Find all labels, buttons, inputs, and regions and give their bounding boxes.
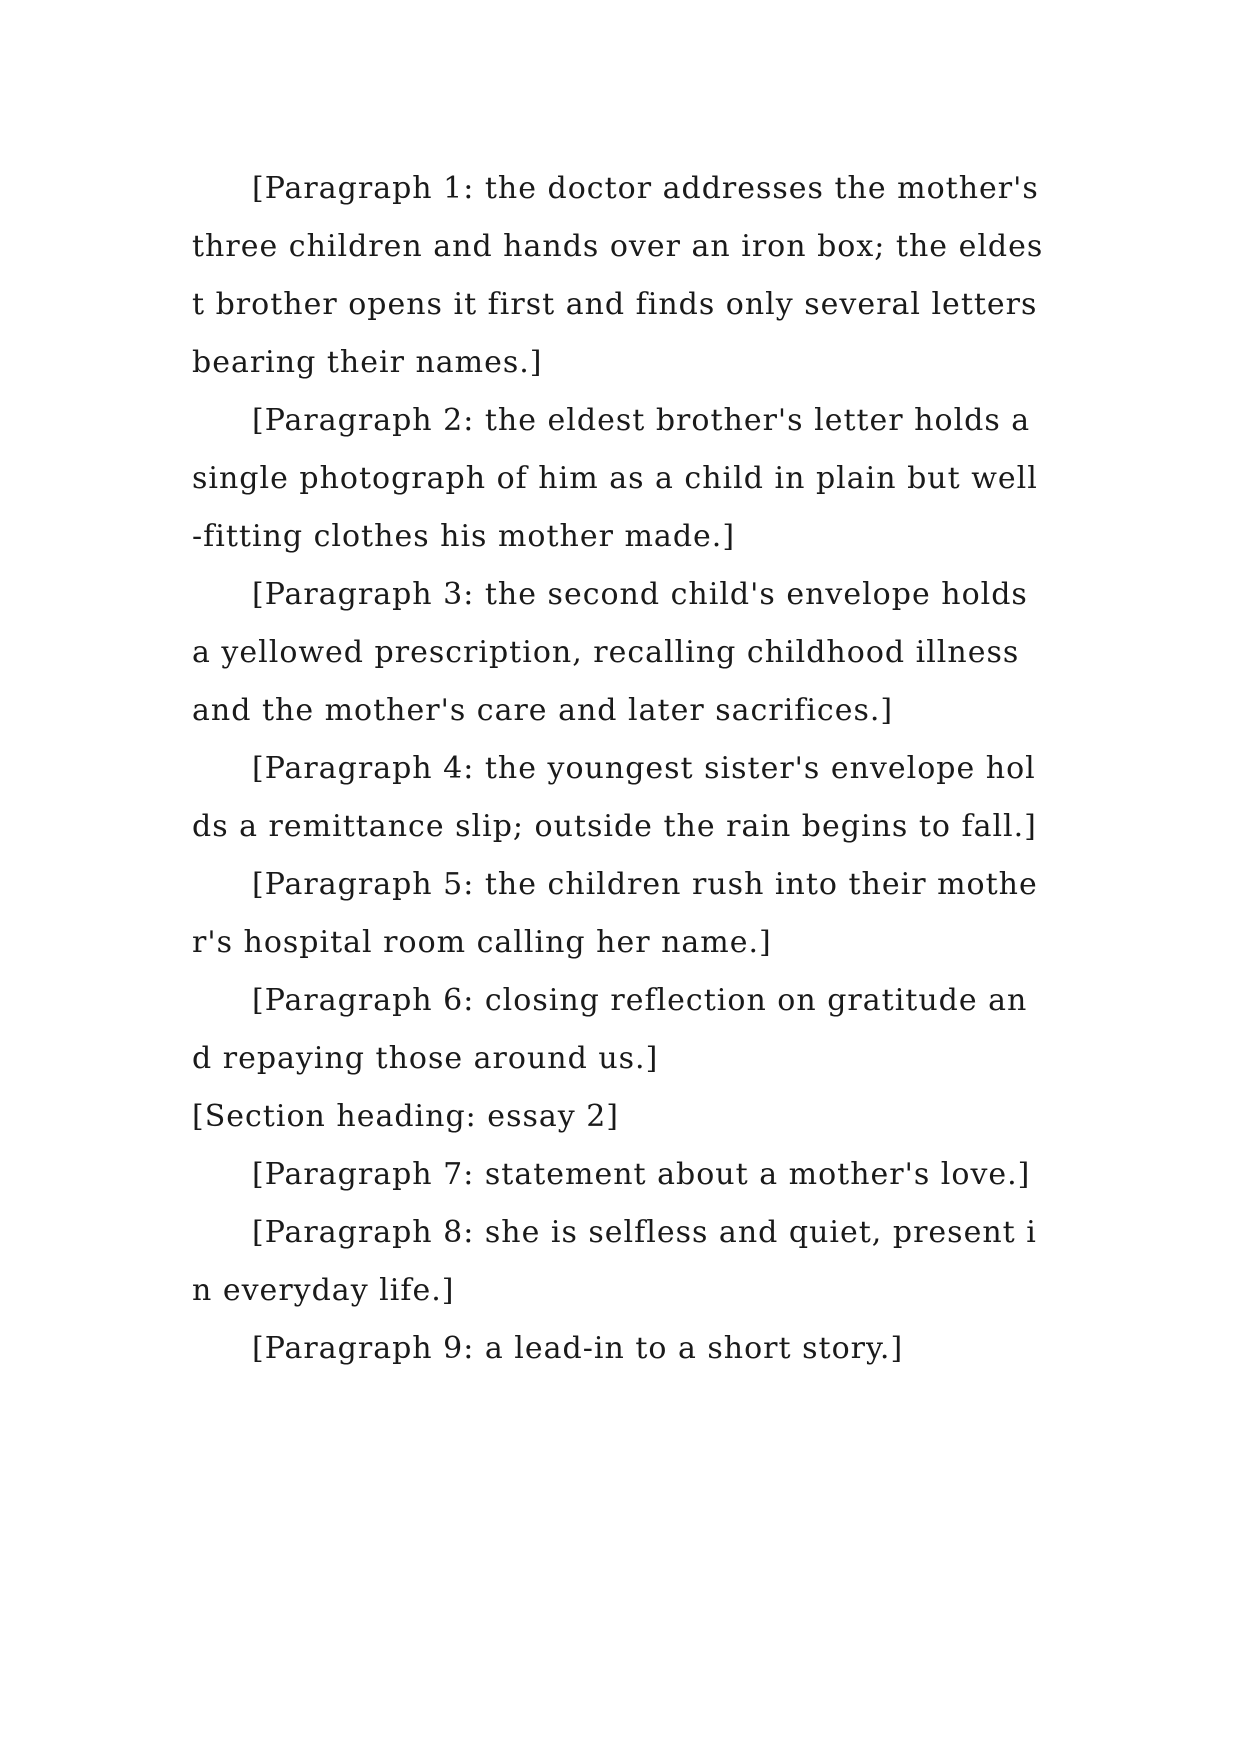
paragraph-greatest-love: [Paragraph 7: statement about a mother's love.] <box>252 1157 1031 1192</box>
paragraph-doctor-iron-box: [Paragraph 1: the doctor addresses the mother's three children and hands over an iron box; the eldest brother opens it first and finds only several letters bearing their names.] <box>192 171 1044 380</box>
paragraph-story-intro: [Paragraph 9: a lead-in to a short story.] <box>252 1331 904 1366</box>
paragraph-second-letter-prescription: [Paragraph 3: the second child's envelope holds a yellowed prescription, recalling childhood illness and the mother's care and later sacrifices.] <box>192 577 1028 728</box>
paragraph-younger-sister-letter: [Paragraph 4: the youngest sister's envelope holds a remittance slip; outside the rain begins to fall.] <box>192 751 1037 844</box>
paragraph-selfless-silent: [Paragraph 8: she is selfless and quiet, present in everyday life.] <box>192 1215 1037 1308</box>
section-heading: [Section heading: essay 2] <box>192 1099 620 1134</box>
paragraph-gratitude-conclusion: [Paragraph 6: closing reflection on gratitude and repaying those around us.] <box>192 983 1028 1076</box>
paragraph-rush-to-ward: [Paragraph 5: the children rush into their mother's hospital room calling her name.] <box>192 867 1038 960</box>
paragraph-eldest-brother-letter: [Paragraph 2: the eldest brother's letter holds a single photograph of him as a child in plain but well-fitting clothes his mother made.] <box>192 403 1038 554</box>
